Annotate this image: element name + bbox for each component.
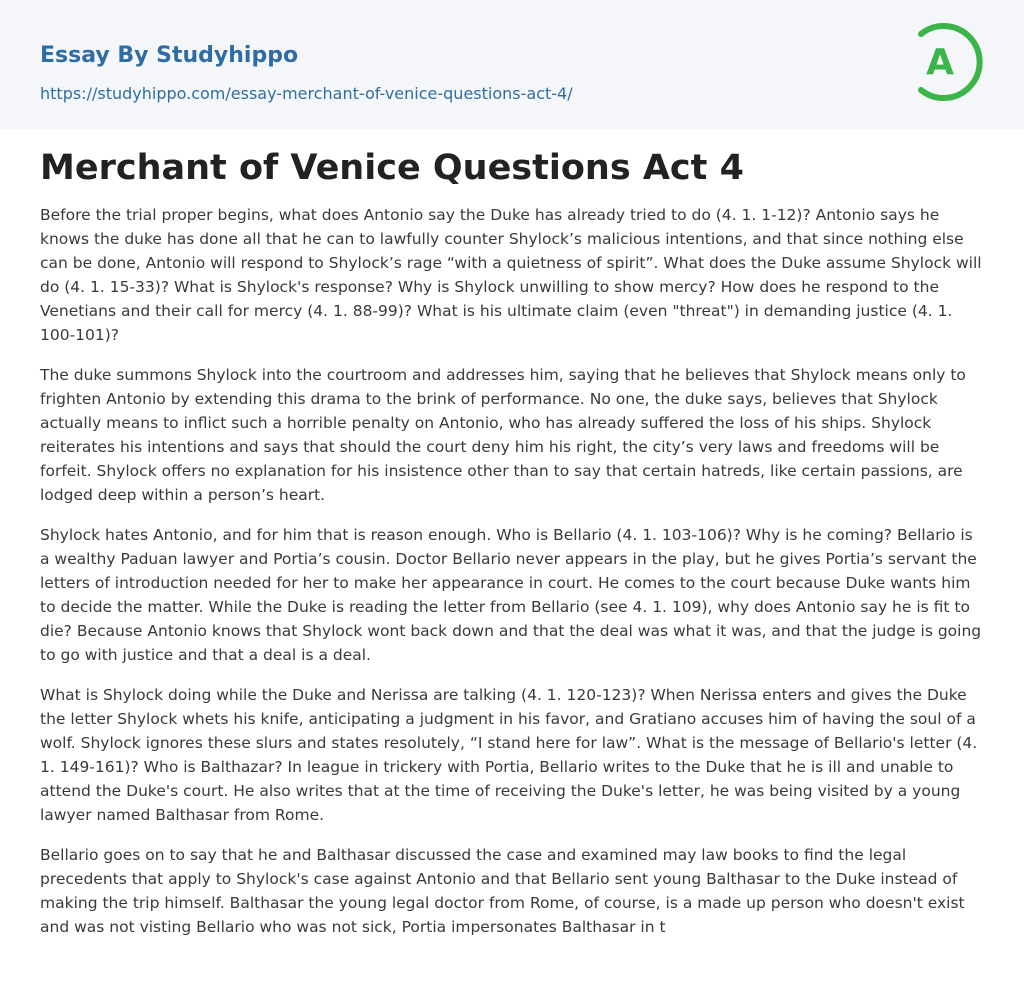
essay-paragraph: Before the trial proper begins, what does Antonio say the Duke has already tried to do (4. 1. 1-12)? Antonio says he knows the duke has done all that he can to lawfully counter Shylock’s malicious intentions, and that since nothing else can be done, Antonio will respond to Shylock’s rage “with a quietness of spirit”. What does the Duke assume Shylock will do (4. 1. 15-33)? What is Shylock's response? Why is Shylock unwilling to show mercy? How does he respond to the Venetians and their call for mercy (4. 1. 88-99)? What is his ultimate claim (even "threat") in demanding justice (4. 1. 100-101)?	[40, 206, 982, 344]
essay-paragraph: Bellario goes on to say that he and Balthasar discussed the case and examined may law books to find the legal precedents that apply to Shylock's case against Antonio and that Bellario sent young Balthasar to the Duke instead of making the trip himself. Balthasar the young legal doctor from Rome, of course, is a made up person who doesn't exist and was not visting Bellario who was not sick, Portia impersonates Balthasar in t	[40, 846, 965, 936]
logo-letter: A	[926, 42, 954, 83]
essay-paragraph: What is Shylock doing while the Duke and Nerissa are talking (4. 1. 120-123)? When Nerissa enters and gives the Duke the letter Shylock whets his knife, anticipating a judgment in his favor, and Gratiano accuses him of having the soul of a wolf. Shylock ignores these slurs and states resolutely, “I stand here for law”. What is the message of Bellario's letter (4. 1. 149-161)? Who is Balthazar? In league in trickery with Portia, Bellario writes to the Duke that he is ill and unable to attend the Duke's court. He also writes that at the time of receiving the Duke's letter, he was being visited by a young lawyer named Balthasar from Rome.	[40, 686, 978, 824]
essay-title: Merchant of Venice Questions Act 4	[40, 148, 744, 188]
essay-content	[0, 129, 1024, 939]
studyhippo-logo-icon[interactable]	[911, 18, 987, 106]
site-header	[0, 0, 1024, 129]
source-url-link[interactable]: https://studyhippo.com/essay-merchant-of-venice-questions-act-4/	[40, 84, 573, 103]
essay-paragraph: Shylock hates Antonio, and for him that is reason enough. Who is Bellario (4. 1. 103-106)? Why is he coming? Bellario is a wealthy Paduan lawyer and Portia’s cousin. Doctor Bellario never appears in the play, but he gives Portia’s servant the letters of introduction needed for her to make her appearance in court. He comes to the court because Duke wants him to decide the matter. While the Duke is reading the letter from Bellario (see 4. 1. 109), why does Antonio say he is fit to die? Because Antonio knows that Shylock wont back down and that the deal was what it was, and that the judge is going to go with justice and that a deal is a deal.	[40, 526, 982, 664]
essay-paragraph: The duke summons Shylock into the courtroom and addresses him, saying that he believes that Shylock means only to frighten Antonio by extending this drama to the brink of performance. No one, the duke says, believes that Shylock actually means to inflict such a horrible penalty on Antonio, who has already suffered the loss of his ships. Shylock reiterates his intentions and says that should the court deny him his right, the city’s very laws and freedoms will be forfeit. Shylock offers no explanation for his insistence other than to say that certain hatreds, like certain passions, are lodged deep within a person’s heart.	[40, 366, 966, 504]
site-brand[interactable]: Essay By Studyhippo	[40, 43, 299, 68]
